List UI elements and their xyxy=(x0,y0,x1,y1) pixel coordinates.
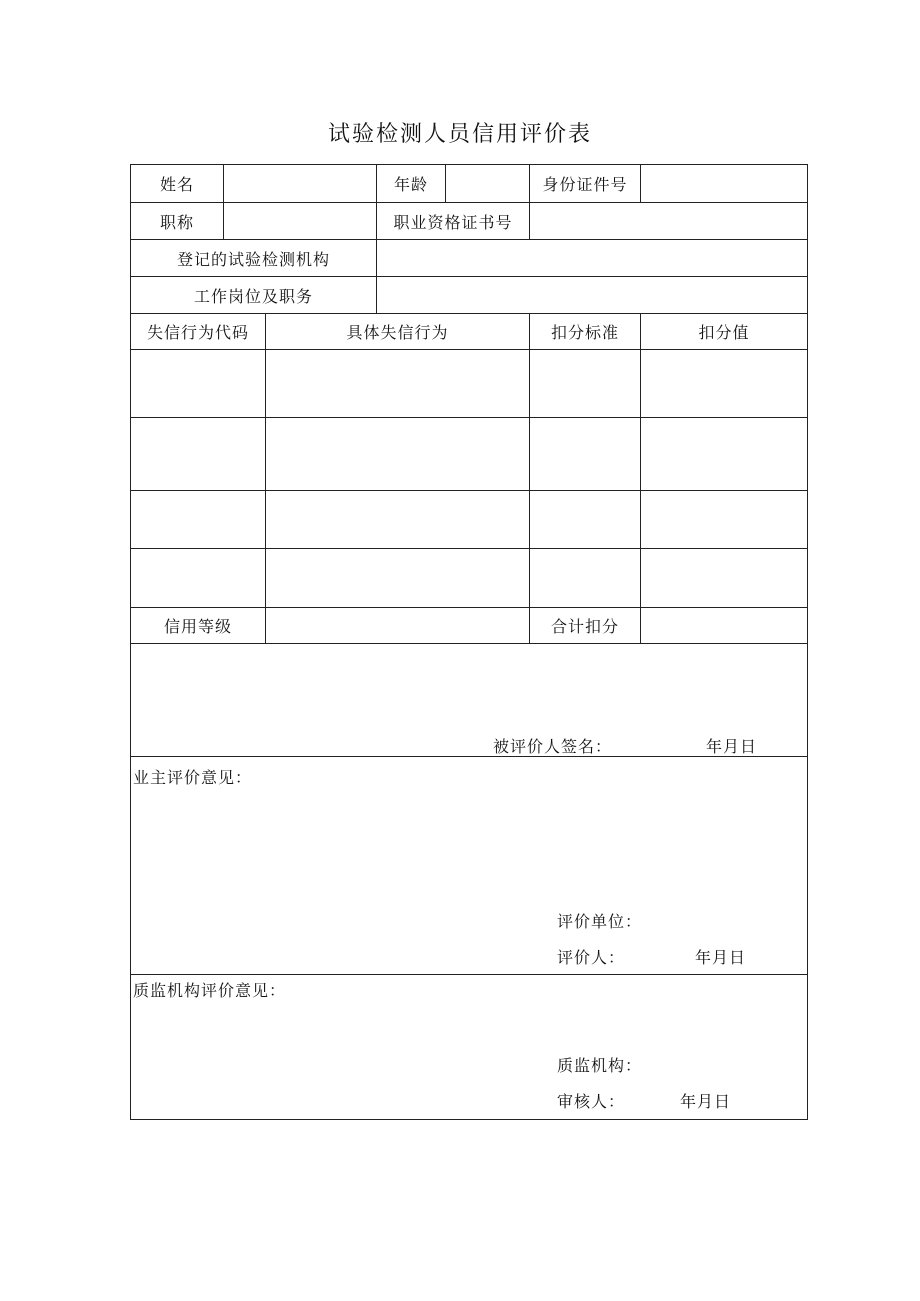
deduction-standard-header: 扣分标准 xyxy=(530,314,641,350)
credit-level-field[interactable] xyxy=(266,608,530,644)
evaluation-form-table xyxy=(130,164,808,1120)
total-deduction-field[interactable] xyxy=(641,608,807,644)
code-cell[interactable] xyxy=(131,549,266,608)
qualification-cert-label: 职业资格证书号 xyxy=(377,203,530,240)
name-label: 姓名 xyxy=(131,165,224,203)
age-label: 年龄 xyxy=(377,165,446,203)
evaluation-unit-label: 评价单位： xyxy=(557,912,643,931)
date-label: 年月日 xyxy=(706,737,758,756)
deduction-value-header: 扣分值 xyxy=(641,314,807,350)
deduction-value-cell[interactable] xyxy=(641,491,807,549)
credit-level-label: 信用等级 xyxy=(131,608,266,644)
deduction-standard-cell[interactable] xyxy=(530,549,641,608)
date-label: 年月日 xyxy=(680,1092,732,1111)
code-cell[interactable] xyxy=(131,350,266,418)
total-deduction-label: 合计扣分 xyxy=(530,608,641,644)
evaluator-label: 评价人： xyxy=(557,948,626,967)
supervision-opinion-heading: 质监机构评价意见： xyxy=(133,981,287,1000)
deduction-standard-cell[interactable] xyxy=(530,418,641,491)
behavior-cell[interactable] xyxy=(266,350,530,418)
reviewer-label: 审核人： xyxy=(557,1092,626,1111)
supervision-org-label: 质监机构： xyxy=(557,1056,643,1075)
owner-opinion-section xyxy=(131,757,807,975)
code-cell[interactable] xyxy=(131,418,266,491)
form-title: 试验检测人员信用评价表 xyxy=(327,122,592,147)
id-number-field[interactable] xyxy=(641,165,807,203)
behavior-cell[interactable] xyxy=(266,549,530,608)
supervision-opinion-section xyxy=(131,975,807,1119)
position-field[interactable] xyxy=(377,277,807,314)
name-field[interactable] xyxy=(224,165,377,203)
owner-opinion-heading: 业主评价意见： xyxy=(133,768,253,787)
deduction-standard-cell[interactable] xyxy=(530,491,641,549)
behavior-cell[interactable] xyxy=(266,491,530,549)
self-sign-section xyxy=(131,644,807,757)
registered-org-label: 登记的试验检测机构 xyxy=(131,240,377,277)
code-header: 失信行为代码 xyxy=(131,314,266,350)
behavior-header: 具体失信行为 xyxy=(266,314,530,350)
deduction-standard-cell[interactable] xyxy=(530,350,641,418)
id-number-label: 身份证件号 xyxy=(530,165,641,203)
position-label: 工作岗位及职务 xyxy=(131,277,377,314)
behavior-cell[interactable] xyxy=(266,418,530,491)
age-field[interactable] xyxy=(446,165,530,203)
deduction-value-cell[interactable] xyxy=(641,350,807,418)
qualification-cert-field[interactable] xyxy=(530,203,807,240)
title-rank-label: 职称 xyxy=(131,203,224,240)
signature-label: 被评价人签名： xyxy=(493,737,613,756)
registered-org-field[interactable] xyxy=(377,240,807,277)
date-label: 年月日 xyxy=(695,948,747,967)
deduction-value-cell[interactable] xyxy=(641,549,807,608)
code-cell[interactable] xyxy=(131,491,266,549)
deduction-value-cell[interactable] xyxy=(641,418,807,491)
title-rank-field[interactable] xyxy=(224,203,377,240)
